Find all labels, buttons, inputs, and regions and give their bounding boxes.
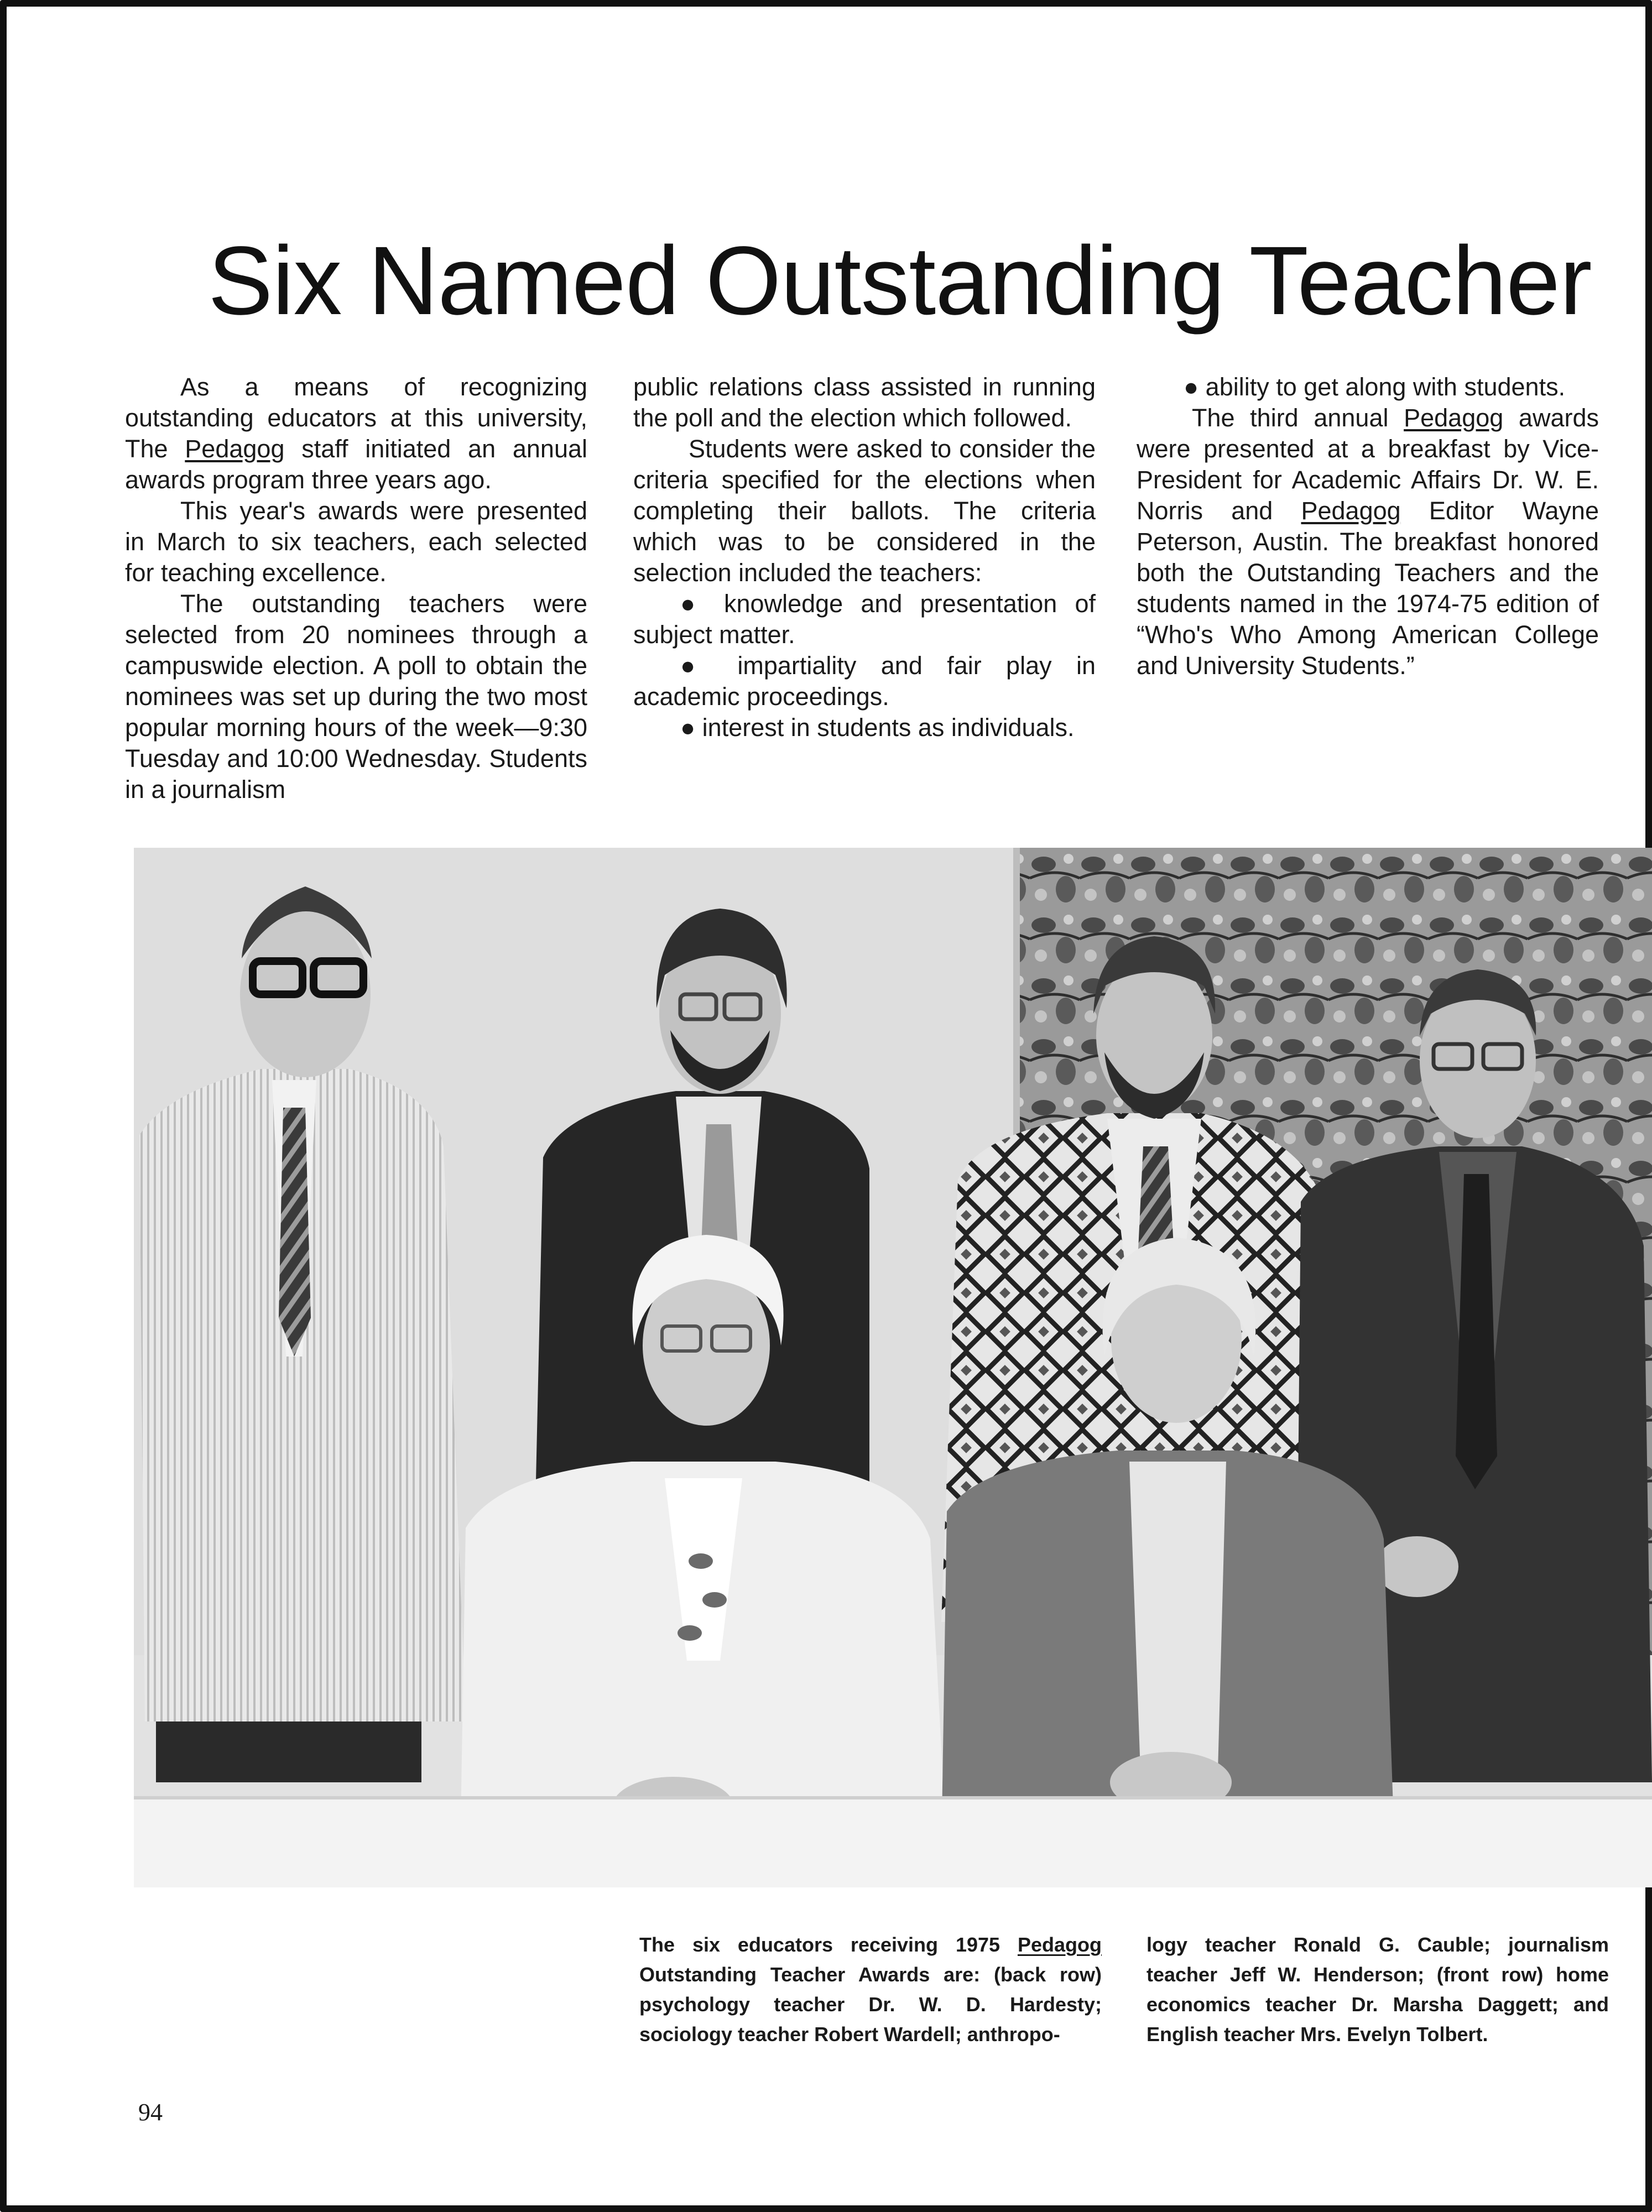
article-paragraph: This year's awards were presented in March to six teachers, each selected for teaching excellence. bbox=[125, 497, 587, 587]
page-number: 94 bbox=[138, 2099, 163, 2126]
article-paragraph: The outstanding teachers were selected from 20 nominees through a campuswide election. A poll to obtain the nominees was set up during the two most popular morning hours of the week—9:30 Tuesday and 10:00 Wednesday. Students in a journalism bbox=[125, 589, 587, 804]
page-headline: Six Named Outstanding Teacher bbox=[208, 227, 1592, 335]
article-column-3 bbox=[1137, 372, 1599, 681]
criteria-bullet: ● ability to get along with students. bbox=[1184, 373, 1566, 401]
publication-name: Pedagog bbox=[1017, 1933, 1102, 1956]
publication-name: Pedagog bbox=[1301, 497, 1401, 525]
photo-caption-part-2: logy teacher Ronald G. Cauble; journalism teacher Jeff W. Henderson; (front row) home economics teacher Dr. Marsha Daggett; and English teacher Mrs. Evelyn Tolbert. bbox=[1147, 1933, 1609, 2046]
group-photo-illustration bbox=[134, 848, 1652, 1887]
publication-name: Pedagog bbox=[185, 435, 285, 463]
article-column-2 bbox=[633, 372, 1096, 743]
criteria-bullet: ● interest in students as individuals. bbox=[680, 713, 1075, 742]
article-paragraph: Students were asked to consider the criteria specified for the elections when completing their ballots. The criteria which was to be considered in the selection included the teachers: bbox=[633, 435, 1096, 587]
article-paragraph: As a means of recognizing outstanding educators at this university, The Pedagog staff initiated an annual awards program three years ago. bbox=[125, 373, 587, 494]
criteria-bullet: ● knowledge and presentation of subject matter. bbox=[633, 589, 1096, 649]
article-column-1 bbox=[125, 372, 587, 805]
article-paragraph: public relations class assisted in running the poll and the election which followed. bbox=[633, 373, 1096, 432]
criteria-bullet: ● impartiality and fair play in academic proceedings. bbox=[633, 651, 1096, 711]
group-photo bbox=[134, 848, 1652, 1887]
publication-name: Pedagog bbox=[1404, 404, 1504, 432]
photo-caption-part-1: The six educators receiving 1975 Pedagog Outstanding Teacher Awards are: (back row) psychology teacher Dr. W. D. Hardesty; sociology teacher Robert Wardell; anthropo- bbox=[639, 1933, 1102, 2046]
article-paragraph: The third annual Pedagog awards were presented at a breakfast by Vice-President for Academic Affairs Dr. W. E. Norris and Pedagog Editor Wayne Peterson, Austin. The breakfast honored both the Outstanding Teachers and the students named in the 1974-75 edition of “Who's Who Among American College and University Students.” bbox=[1137, 404, 1599, 680]
